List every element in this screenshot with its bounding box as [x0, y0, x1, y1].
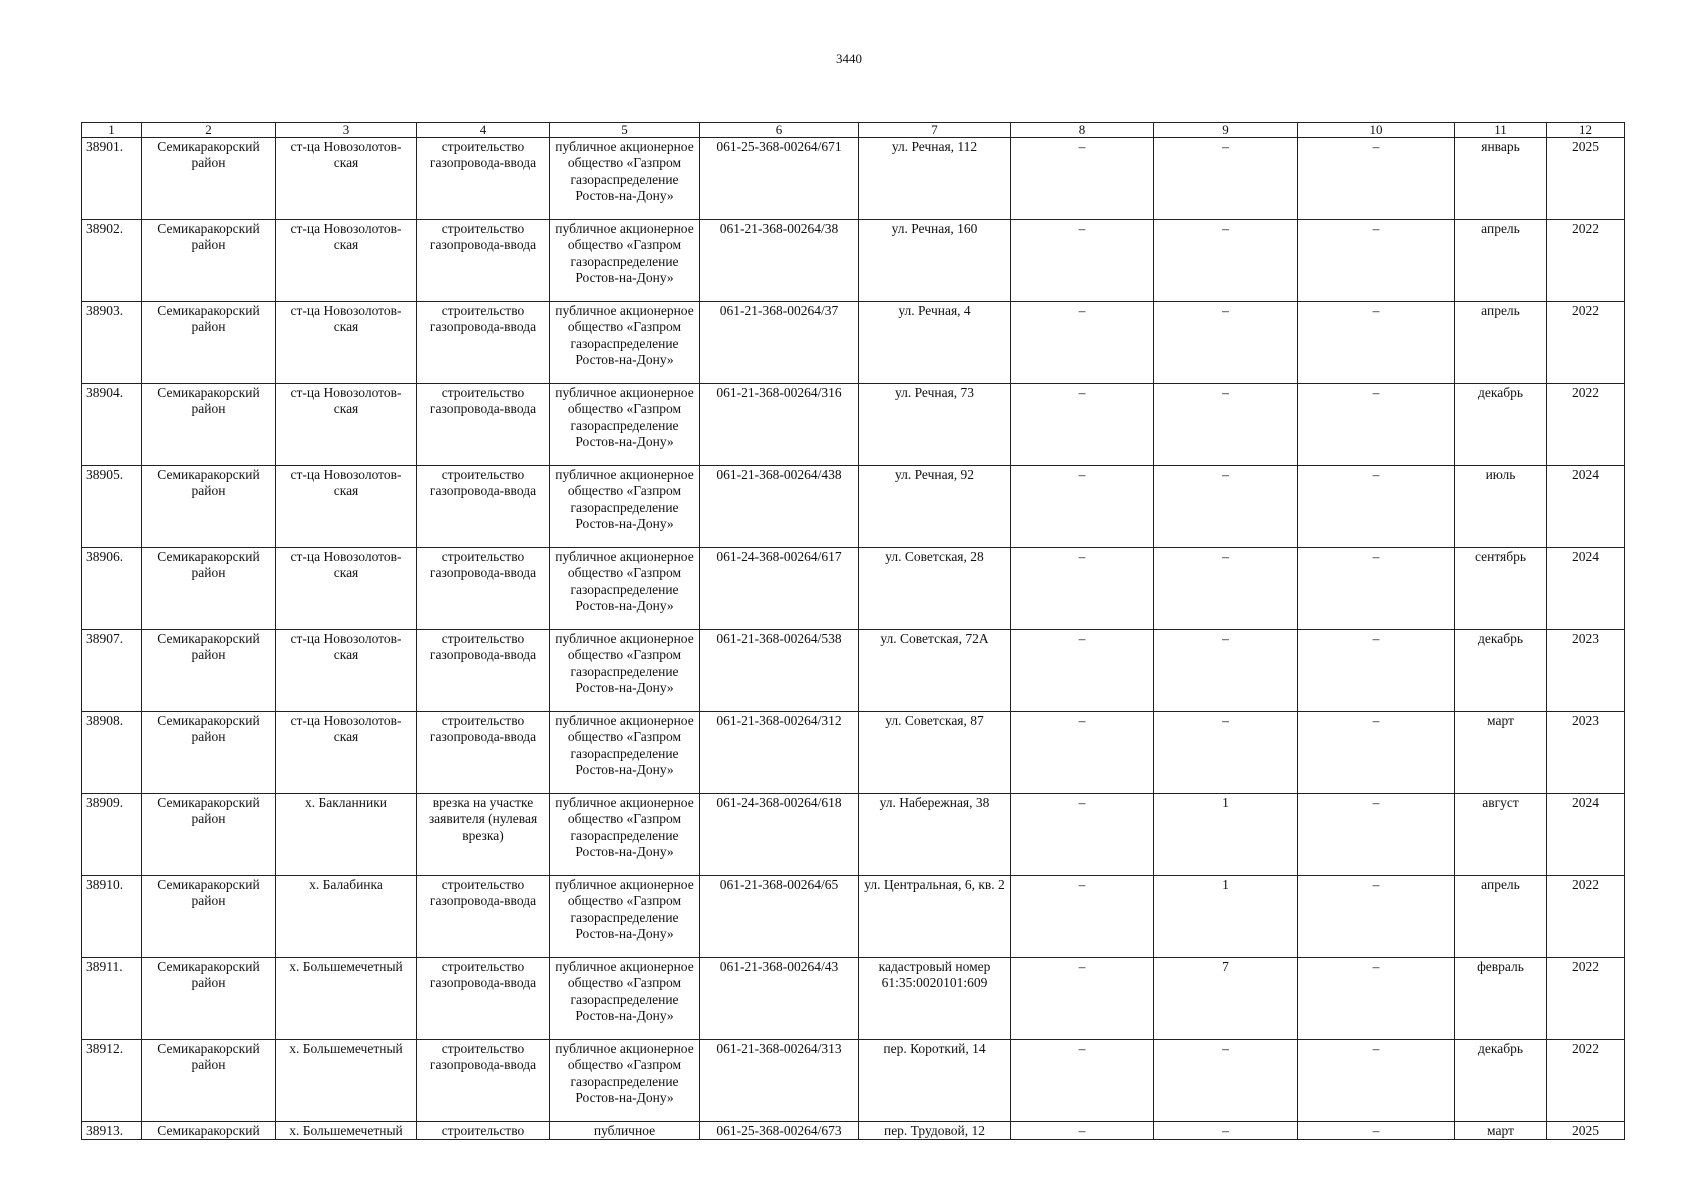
code-cell: 061-21-368-00264/313	[700, 1040, 859, 1122]
organization-cell: публичное акционерное общество «Газпром газораспределение Ростов-на-Дону»	[550, 220, 700, 302]
work-type-cell: строительство газопровода-ввода	[417, 1040, 550, 1122]
col10-cell: –	[1298, 1040, 1455, 1122]
col10-cell: –	[1298, 548, 1455, 630]
code-cell: 061-21-368-00264/65	[700, 876, 859, 958]
address-cell: ул. Речная, 112	[859, 138, 1011, 220]
month-cell: сентябрь	[1455, 548, 1547, 630]
year-cell: 2025	[1547, 1122, 1625, 1140]
col10-cell: –	[1298, 302, 1455, 384]
code-cell: 061-21-368-00264/438	[700, 466, 859, 548]
table-row	[82, 1040, 1625, 1122]
settlement-cell: ст-ца Новозолотов-ская	[276, 712, 417, 794]
district-cell: Семикаракорский район	[142, 1040, 276, 1122]
col8-cell: –	[1011, 1040, 1154, 1122]
month-cell: январь	[1455, 138, 1547, 220]
work-type-cell: строительство газопровода-ввода	[417, 220, 550, 302]
work-type-cell: строительство газопровода-ввода	[417, 630, 550, 712]
address-cell: ул. Речная, 160	[859, 220, 1011, 302]
district-cell: Семикаракорский район	[142, 466, 276, 548]
address-cell: ул. Набережная, 38	[859, 794, 1011, 876]
year-cell: 2022	[1547, 384, 1625, 466]
col9-cell: –	[1154, 466, 1298, 548]
col10-cell: –	[1298, 712, 1455, 794]
work-type-cell: строительство газопровода-ввода	[417, 138, 550, 220]
year-cell: 2025	[1547, 138, 1625, 220]
address-cell: ул. Советская, 28	[859, 548, 1011, 630]
col9-cell: –	[1154, 138, 1298, 220]
registry-table	[81, 122, 1625, 1140]
organization-cell: публичное акционерное общество «Газпром газораспределение Ростов-на-Дону»	[550, 548, 700, 630]
col9-cell: –	[1154, 1122, 1298, 1140]
col10-cell: –	[1298, 958, 1455, 1040]
col8-cell: –	[1011, 876, 1154, 958]
col8-cell: –	[1011, 794, 1154, 876]
table-row	[82, 958, 1625, 1040]
address-cell: ул. Советская, 87	[859, 712, 1011, 794]
page-number: 3440	[836, 51, 862, 66]
table-row	[82, 384, 1625, 466]
column-header-9: 9	[1154, 123, 1298, 138]
column-header-6: 6	[700, 123, 859, 138]
settlement-cell: х. Большемечетный	[276, 1122, 417, 1140]
district-cell: Семикаракорский район	[142, 712, 276, 794]
address-cell: ул. Речная, 92	[859, 466, 1011, 548]
year-cell: 2024	[1547, 466, 1625, 548]
col10-cell: –	[1298, 1122, 1455, 1140]
code-cell: 061-24-368-00264/618	[700, 794, 859, 876]
month-cell: июль	[1455, 466, 1547, 548]
month-cell: февраль	[1455, 958, 1547, 1040]
organization-cell: публичное акционерное общество «Газпром газораспределение Ростов-на-Дону»	[550, 712, 700, 794]
column-header-8: 8	[1011, 123, 1154, 138]
organization-cell: публичное акционерное общество «Газпром газораспределение Ростов-на-Дону»	[550, 138, 700, 220]
row-number: 38901.	[82, 138, 142, 220]
district-cell: Семикаракорский район	[142, 548, 276, 630]
settlement-cell: ст-ца Новозолотов-ская	[276, 548, 417, 630]
col9-cell: –	[1154, 384, 1298, 466]
organization-cell: публичное акционерное общество «Газпром газораспределение Ростов-на-Дону»	[550, 958, 700, 1040]
month-cell: декабрь	[1455, 1040, 1547, 1122]
code-cell: 061-24-368-00264/617	[700, 548, 859, 630]
year-cell: 2024	[1547, 548, 1625, 630]
address-cell: ул. Центральная, 6, кв. 2	[859, 876, 1011, 958]
code-cell: 061-25-368-00264/671	[700, 138, 859, 220]
column-header-4: 4	[417, 123, 550, 138]
column-header-5: 5	[550, 123, 700, 138]
month-cell: март	[1455, 712, 1547, 794]
column-header-10: 10	[1298, 123, 1455, 138]
table-row	[82, 1122, 1625, 1140]
district-cell: Семикаракорский район	[142, 630, 276, 712]
row-number: 38909.	[82, 794, 142, 876]
organization-cell: публичное акционерное общество «Газпром газораспределение Ростов-на-Дону»	[550, 384, 700, 466]
year-cell: 2024	[1547, 794, 1625, 876]
table-row	[82, 466, 1625, 548]
col10-cell: –	[1298, 138, 1455, 220]
col10-cell: –	[1298, 220, 1455, 302]
district-cell: Семикаракорский район	[142, 384, 276, 466]
organization-cell: публичное акционерное общество «Газпром газораспределение Ростов-на-Дону»	[550, 1040, 700, 1122]
row-number: 38908.	[82, 712, 142, 794]
column-header-2: 2	[142, 123, 276, 138]
code-cell: 061-21-368-00264/37	[700, 302, 859, 384]
col9-cell: –	[1154, 1040, 1298, 1122]
district-cell: Семикаракорский район	[142, 302, 276, 384]
address-cell: ул. Речная, 73	[859, 384, 1011, 466]
col9-cell: –	[1154, 220, 1298, 302]
col9-cell: –	[1154, 548, 1298, 630]
table-row	[82, 794, 1625, 876]
month-cell: август	[1455, 794, 1547, 876]
work-type-cell: врезка на участке заявителя (нулевая врезка)	[417, 794, 550, 876]
month-cell: апрель	[1455, 220, 1547, 302]
col10-cell: –	[1298, 630, 1455, 712]
code-cell: 061-21-368-00264/312	[700, 712, 859, 794]
settlement-cell: ст-ца Новозолотов-ская	[276, 220, 417, 302]
code-cell: 061-21-368-00264/316	[700, 384, 859, 466]
work-type-cell: строительство газопровода-ввода	[417, 466, 550, 548]
col8-cell: –	[1011, 630, 1154, 712]
settlement-cell: х. Большемечетный	[276, 1040, 417, 1122]
address-cell: кадастровый номер 61:35:0020101:609	[859, 958, 1011, 1040]
col9-cell: –	[1154, 302, 1298, 384]
col8-cell: –	[1011, 712, 1154, 794]
row-number: 38904.	[82, 384, 142, 466]
row-number: 38902.	[82, 220, 142, 302]
address-cell: пер. Трудовой, 12	[859, 1122, 1011, 1140]
work-type-cell: строительство газопровода-ввода	[417, 384, 550, 466]
col8-cell: –	[1011, 958, 1154, 1040]
col9-cell: 7	[1154, 958, 1298, 1040]
settlement-cell: ст-ца Новозолотов-ская	[276, 630, 417, 712]
month-cell: декабрь	[1455, 384, 1547, 466]
organization-cell: публичное акционерное общество «Газпром газораспределение Ростов-на-Дону»	[550, 794, 700, 876]
table-row	[82, 138, 1625, 220]
work-type-cell: строительство газопровода-ввода	[417, 876, 550, 958]
year-cell: 2022	[1547, 220, 1625, 302]
address-cell: ул. Советская, 72А	[859, 630, 1011, 712]
year-cell: 2023	[1547, 712, 1625, 794]
code-cell: 061-21-368-00264/538	[700, 630, 859, 712]
table-row	[82, 302, 1625, 384]
year-cell: 2023	[1547, 630, 1625, 712]
col10-cell: –	[1298, 466, 1455, 548]
table-row	[82, 712, 1625, 794]
col10-cell: –	[1298, 876, 1455, 958]
column-header-1: 1	[82, 123, 142, 138]
settlement-cell: х. Большемечетный	[276, 958, 417, 1040]
col8-cell: –	[1011, 1122, 1154, 1140]
col8-cell: –	[1011, 220, 1154, 302]
organization-cell: публичное акционерное общество «Газпром газораспределение Ростов-на-Дону»	[550, 630, 700, 712]
col10-cell: –	[1298, 794, 1455, 876]
settlement-cell: ст-ца Новозолотов-ская	[276, 466, 417, 548]
table-row	[82, 876, 1625, 958]
col10-cell: –	[1298, 384, 1455, 466]
month-cell: апрель	[1455, 876, 1547, 958]
district-cell: Семикаракорский район	[142, 876, 276, 958]
column-header-12: 12	[1547, 123, 1625, 138]
work-type-cell: строительство газопровода-ввода	[417, 958, 550, 1040]
work-type-cell: строительство	[417, 1122, 550, 1140]
district-cell: Семикаракорский район	[142, 794, 276, 876]
code-cell: 061-21-368-00264/43	[700, 958, 859, 1040]
col8-cell: –	[1011, 302, 1154, 384]
code-cell: 061-25-368-00264/673	[700, 1122, 859, 1140]
district-cell: Семикаракорский район	[142, 220, 276, 302]
month-cell: декабрь	[1455, 630, 1547, 712]
row-number: 38912.	[82, 1040, 142, 1122]
row-number: 38903.	[82, 302, 142, 384]
settlement-cell: ст-ца Новозолотов-ская	[276, 384, 417, 466]
district-cell: Семикаракорский район	[142, 958, 276, 1040]
organization-cell: публичное акционерное общество «Газпром газораспределение Ростов-на-Дону»	[550, 466, 700, 548]
col8-cell: –	[1011, 548, 1154, 630]
table-body	[82, 138, 1625, 1140]
settlement-cell: ст-ца Новозолотов-ская	[276, 138, 417, 220]
col8-cell: –	[1011, 384, 1154, 466]
code-cell: 061-21-368-00264/38	[700, 220, 859, 302]
col9-cell: –	[1154, 712, 1298, 794]
row-number: 38910.	[82, 876, 142, 958]
organization-cell: публичное	[550, 1122, 700, 1140]
column-number-row	[82, 123, 1625, 138]
col9-cell: 1	[1154, 794, 1298, 876]
address-cell: ул. Речная, 4	[859, 302, 1011, 384]
row-number: 38913.	[82, 1122, 142, 1140]
organization-cell: публичное акционерное общество «Газпром газораспределение Ростов-на-Дону»	[550, 876, 700, 958]
row-number: 38911.	[82, 958, 142, 1040]
year-cell: 2022	[1547, 302, 1625, 384]
settlement-cell: ст-ца Новозолотов-ская	[276, 302, 417, 384]
settlement-cell: х. Балабинка	[276, 876, 417, 958]
row-number: 38907.	[82, 630, 142, 712]
month-cell: апрель	[1455, 302, 1547, 384]
table-row	[82, 548, 1625, 630]
year-cell: 2022	[1547, 1040, 1625, 1122]
address-cell: пер. Короткий, 14	[859, 1040, 1011, 1122]
table-row	[82, 630, 1625, 712]
month-cell: март	[1455, 1122, 1547, 1140]
col8-cell: –	[1011, 138, 1154, 220]
settlement-cell: х. Бакланники	[276, 794, 417, 876]
year-cell: 2022	[1547, 876, 1625, 958]
column-header-3: 3	[276, 123, 417, 138]
column-header-11: 11	[1455, 123, 1547, 138]
row-number: 38905.	[82, 466, 142, 548]
row-number: 38906.	[82, 548, 142, 630]
work-type-cell: строительство газопровода-ввода	[417, 712, 550, 794]
table-row	[82, 220, 1625, 302]
district-cell: Семикаракорский район	[142, 138, 276, 220]
column-header-7: 7	[859, 123, 1011, 138]
col9-cell: 1	[1154, 876, 1298, 958]
col8-cell: –	[1011, 466, 1154, 548]
col9-cell: –	[1154, 630, 1298, 712]
work-type-cell: строительство газопровода-ввода	[417, 302, 550, 384]
year-cell: 2022	[1547, 958, 1625, 1040]
district-cell: Семикаракорский	[142, 1122, 276, 1140]
organization-cell: публичное акционерное общество «Газпром газораспределение Ростов-на-Дону»	[550, 302, 700, 384]
work-type-cell: строительство газопровода-ввода	[417, 548, 550, 630]
